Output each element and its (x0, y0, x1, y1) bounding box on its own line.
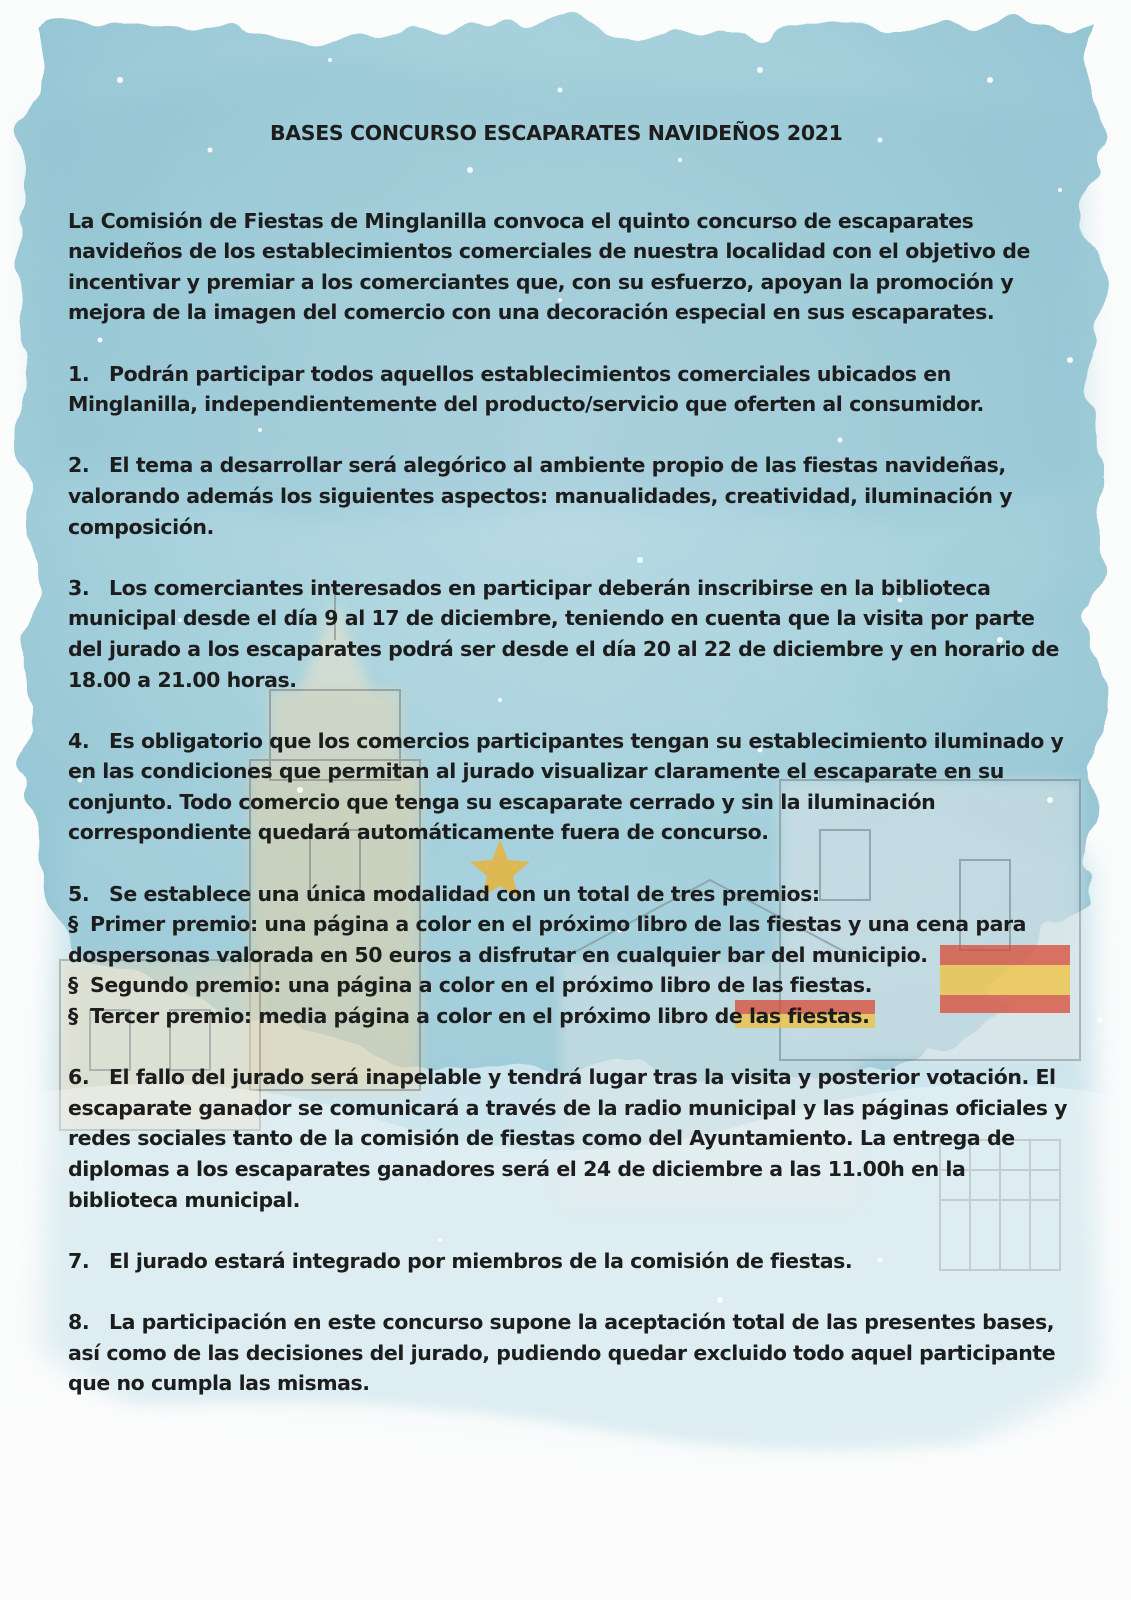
rule-4 (68, 726, 1068, 848)
rule-number: 1. (68, 361, 90, 386)
rule-6 (68, 1062, 1068, 1215)
rule-text: La participación en este concurso supone la aceptación total de las presentes bases, así como de las decisiones del jurado, pudiendo quedar excluido todo aquel participante que no cumpla las mismas. (68, 1309, 1056, 1396)
document-title: BASES CONCURSO ESCAPARATES NAVIDEÑOS 2021 (270, 121, 843, 145)
section-symbol: § (68, 973, 78, 998)
prize-text: Primer premio: una página a color en el próximo libro de las fiestas y una cena para dospersonas valorada en 50 euros a disfrutar en cualquier bar del municipio. (68, 912, 1026, 967)
rule-1 (68, 359, 1068, 420)
prize-item (68, 970, 1068, 1001)
rule-text: Los comerciantes interesados en participar deberán inscribirse en la biblioteca municipal desde el día 9 al 17 de diciembre, teniendo en cuenta que la visita por parte del jurado a los escaparates podrá ser desde el día 20 al 22 de diciembre y en horario de 18.00 a 21.00 horas. (68, 575, 1059, 692)
section-symbol: § (68, 1004, 78, 1029)
rule-5 (68, 879, 1068, 1032)
rule-7 (68, 1246, 1068, 1277)
rule-number: 2. (68, 453, 90, 478)
rule-text: Se establece una única modalidad con un total de tres premios: (109, 881, 820, 906)
prize-item (68, 909, 1068, 970)
rule-text: Es obligatorio que los comercios participantes tengan su establecimiento iluminado y en las condiciones que permitan al jurado visualizar claramente el escaparate en su conjunto. Todo comercio que tenga su escaparate cerrado y sin la iluminación correspondiente quedará automáticamente fuera de concurso. (68, 728, 1064, 845)
prize-item (68, 1001, 1068, 1032)
rule-3 (68, 573, 1068, 695)
rule-text: El fallo del jurado será inapelable y tendrá lugar tras la visita y posterior votación. El escaparate ganador se comunicará a través de la radio municipal y las páginas oficiales y redes sociales tanto de la comisión de fiestas como del Ayuntamiento. La entrega de diplomas a los escaparates ganadores será el 24 de diciembre a las 11.00h en la biblioteca municipal. (68, 1065, 1068, 1212)
rule-text: El tema a desarrollar será alegórico al ambiente propio de las fiestas navideñas, valorando además los siguientes aspectos: manualidades, creatividad, iluminación y composición. (68, 453, 1013, 539)
rule-number: 5. (68, 881, 90, 906)
prize-text: Tercer premio: media página a color en el próximo libro de las fiestas. (90, 1004, 870, 1029)
prize-text: Segundo premio: una página a color en el próximo libro de las fiestas. (90, 973, 872, 998)
rule-number: 6. (68, 1065, 90, 1090)
document-body (68, 118, 1068, 1429)
intro-paragraph: La Comisión de Fiestas de Minglanilla convoca el quinto concurso de escaparates navideños de los establecimientos comerciales de nuestra localidad con el objetivo de incentivar y premiar a los comerciantes que, con su esfuerzo, apoyan la promoción y mejora de la imagen del comercio con una decoración especial en sus escaparates. (68, 208, 1030, 325)
rule-number: 7. (68, 1248, 90, 1273)
rule-number: 4. (68, 728, 90, 753)
section-symbol: § (68, 912, 78, 937)
rule-number: 3. (68, 575, 90, 600)
rule-text: El jurado estará integrado por miembros de la comisión de fiestas. (109, 1248, 853, 1273)
rule-number: 8. (68, 1309, 90, 1334)
rule-2 (68, 450, 1068, 542)
rule-8 (68, 1307, 1068, 1399)
rule-text: Podrán participar todos aquellos establecimientos comerciales ubicados en Minglanilla, independientemente del producto/servicio que oferten al consumidor. (68, 361, 984, 417)
